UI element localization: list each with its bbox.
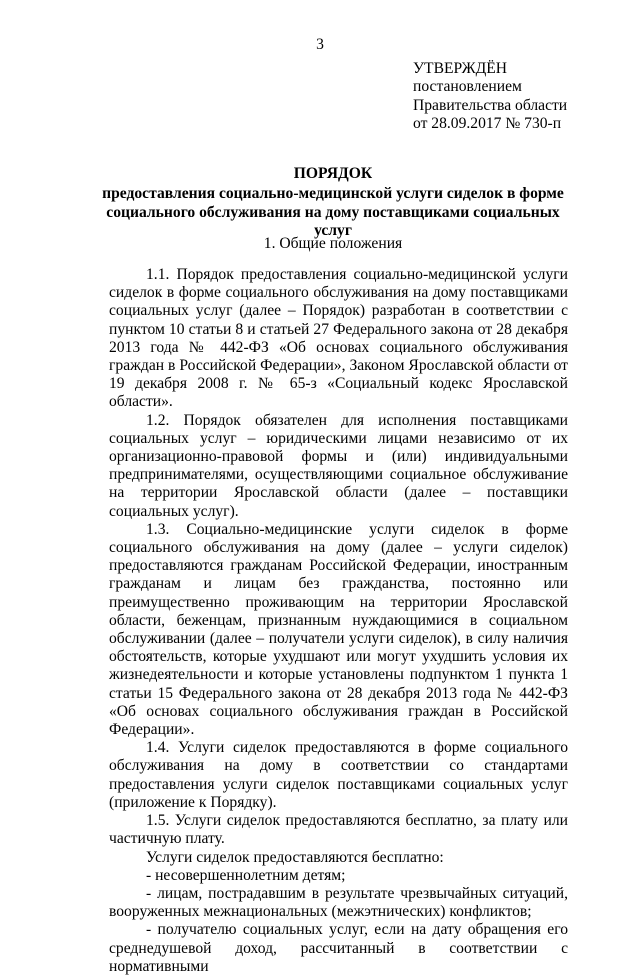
document-title xyxy=(98,165,568,241)
approval-stamp xyxy=(413,60,567,134)
paragraph-1-1: 1.1. Порядок предоставления социально-медицинской услуги сиделок в форме социального обслуживания на дому поставщиками социальных услуг (далее – Порядок) разработан в соответствии с пунктом 10 статьи 8 и статьей 27 Федерального закона от 28 декабря 2013 года № 442-ФЗ «Об основах социального обслуживания граждан в Российской Федерации», Законом Ярославской области от 19 декабря 2008 г. № 65-з «Социальный кодекс Ярославской области». xyxy=(109,266,568,411)
list-item-low-income: - получателю социальных услуг, если на дату обращения его среднедушевой доход, рассчитанный в соответствии с нормативными xyxy=(109,921,568,975)
approval-line-government: Правительства области xyxy=(413,96,568,114)
document-body xyxy=(109,266,568,976)
approval-line-date-number: от 28.09.2017 № 730-п xyxy=(413,115,562,133)
paragraph-1-5: 1.5. Услуги сиделок предоставляются бесплатно, за плату или частичную плату. xyxy=(109,812,568,848)
paragraph-free-intro: Услуги сиделок предоставляются бесплатно: xyxy=(146,848,444,866)
page-number: 3 xyxy=(316,36,324,53)
list-item-emergency-victims: - лицам, пострадавшим в результате чрезвычайных ситуаций, вооруженных межнациональных (межэтнических) конфликтов; xyxy=(109,884,568,921)
approval-line-resolution: постановлением xyxy=(413,78,522,96)
title-subtitle-line1: предоставления социально-медицинской услуги сиделок в форме xyxy=(102,185,564,203)
paragraph-1-4: 1.4. Услуги сиделок предоставляются в форме социального обслуживания на дому в соответствии со стандартами предоставления услуги сиделок поставщиками социальных услуг (приложение к Порядку). xyxy=(109,739,568,811)
section-heading: 1. Общие положения xyxy=(263,235,403,252)
paragraph-1-3: 1.3. Социально-медицинские услуги сиделок в форме социального обслуживания на дому (далее – услуги сиделок) предоставляются гражданам Российской Федерации, иностранным гражданам и лицам без гражданства, постоянно или преимущественно проживающим на территории Ярославской области, беженцам, признанным нуждающимися в социальном обслуживании (далее – получатели услуги сиделок), в силу наличия обстоятельств, которые ухудшают или могут ухудшить условия их жизнедеятельности и которые установлены подпунктом 1 пункта 1 статьи 15 Федерального закона от 28 декабря 2013 года № 442-ФЗ «Об основах социального обслуживания граждан в Российской Федерации». xyxy=(109,520,568,739)
title-subtitle-line2: социального обслуживания на дому поставщиками социальных услуг xyxy=(106,203,560,240)
title-main: ПОРЯДОК xyxy=(293,165,373,182)
approval-line-approved: УТВЕРЖДЁН xyxy=(413,60,508,77)
paragraph-1-2: 1.2. Порядок обязателен для исполнения поставщиками социальных услуг – юридическими лицами независимо от их организационно-правовой формы и (или) индивидуальными предпринимателями, осуществляющими социальное обслуживание на территории Ярославской области (далее – поставщики социальных услуг). xyxy=(109,411,568,520)
list-item-minors: - несовершеннолетним детям; xyxy=(146,866,346,884)
